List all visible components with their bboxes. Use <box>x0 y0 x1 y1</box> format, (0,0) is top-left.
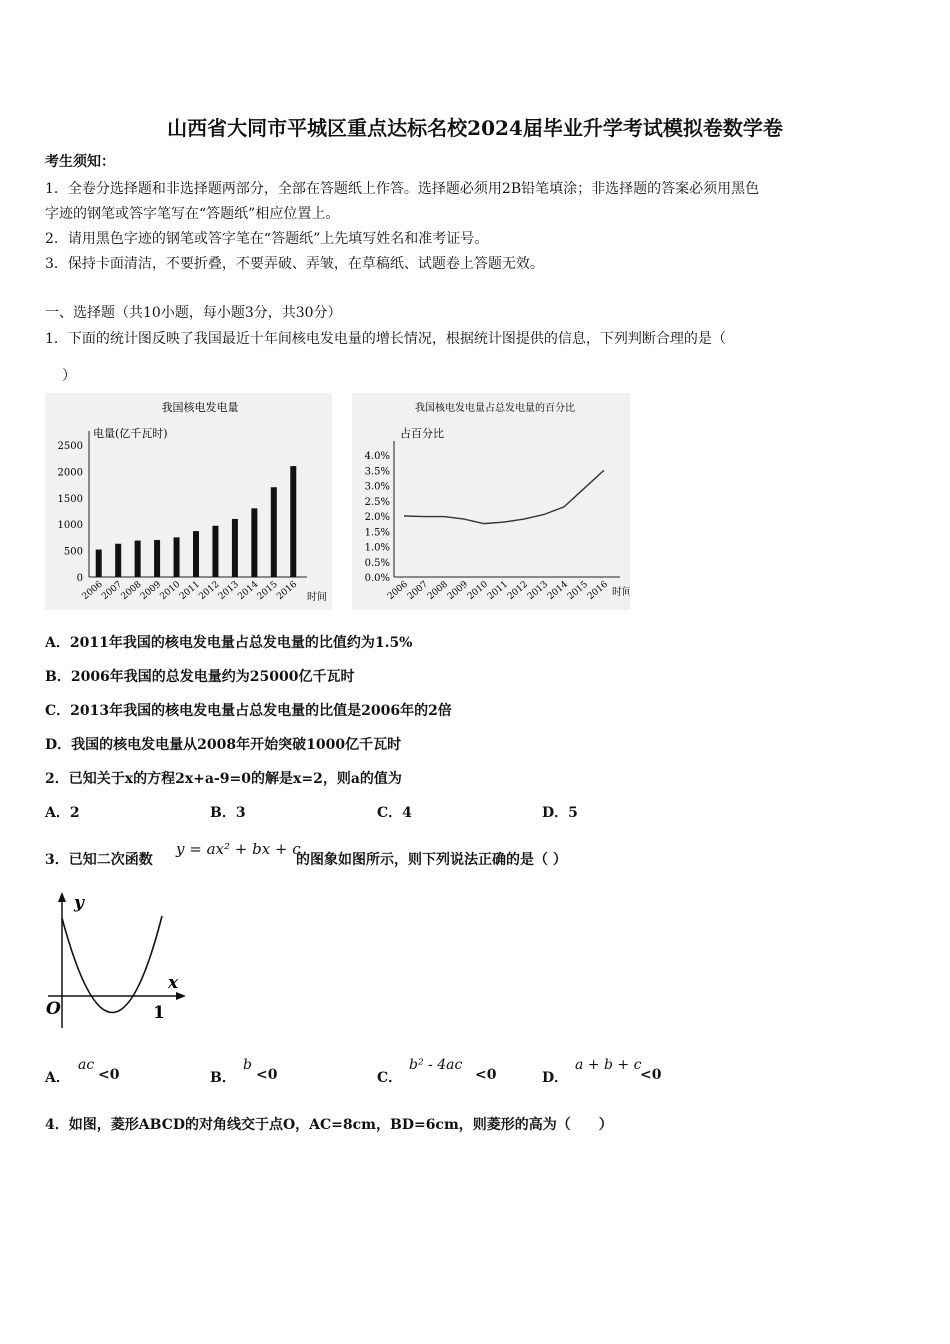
bar-chart-x-tick-label: 2015 <box>255 579 280 603</box>
line-chart-x-tick-label: 2015 <box>565 579 590 603</box>
line-chart-y-tick-label: 3.5% <box>364 466 390 478</box>
line-chart-y-tick-label: 2.0% <box>364 512 390 523</box>
bar-chart-x-tick-label: 2006 <box>80 579 105 603</box>
nuclear-power-bar-chart <box>45 393 332 610</box>
bar <box>154 540 160 577</box>
line-chart-x-tick-label: 2008 <box>425 579 450 603</box>
bar-chart-y-tick-label: 1000 <box>57 520 83 532</box>
question-3-option-c-math: b² - 4ac <box>409 1057 463 1073</box>
question-3-option-a-lt: <0 <box>98 1067 120 1083</box>
line-chart-x-tick-label: 2007 <box>405 579 430 603</box>
line-chart-y-tick-label: 3.0% <box>364 481 390 493</box>
bar-chart-x-tick-label: 2008 <box>119 579 144 603</box>
line-chart-title: 我国核电发电量占总发电量的百分比 <box>415 403 575 414</box>
line-chart-x-tick-label: 2009 <box>445 579 470 603</box>
line-chart-x-tick-label: 2014 <box>545 579 570 603</box>
bar-chart-svg <box>45 393 332 610</box>
bar <box>290 466 296 577</box>
parabola-graph <box>40 888 190 1038</box>
question-3-formula: y = ax² + bx + c <box>176 840 301 858</box>
question-1-option-d[interactable]: D．我国的核电发电量从2008年开始突破1000亿千瓦时 <box>45 737 402 753</box>
bar-chart-y-tick-label: 0 <box>76 573 83 584</box>
line-chart-svg <box>352 393 630 610</box>
question-1-option-c[interactable]: C．2013年我国的核电发电量占总发电量的比值是2006年的2倍 <box>45 703 452 719</box>
notice-heading: 考生须知： <box>45 154 115 170</box>
question-3-option-d-lt: <0 <box>640 1067 662 1083</box>
line-chart-y-tick-label: 0.5% <box>364 557 390 569</box>
line-chart-ylabel: 占百分比 <box>400 427 444 440</box>
question-1-stem-end: ） <box>62 368 76 384</box>
bar-chart-x-tick-label: 2009 <box>139 579 164 603</box>
line-chart-y-tick-label: 0.0% <box>364 573 390 584</box>
bar-chart-y-tick-label: 500 <box>63 546 83 558</box>
line-chart-x-tick-label: 2016 <box>585 579 610 603</box>
question-3-option-b-label[interactable]: B． <box>210 1070 236 1086</box>
question-2-option-b[interactable]: B．3 <box>210 805 246 821</box>
question-3-stem-pre: 3．已知二次函数 <box>45 852 153 868</box>
bar <box>251 508 257 577</box>
question-2-option-a[interactable]: A．2 <box>45 805 80 821</box>
question-3-option-b-lt: <0 <box>256 1067 278 1083</box>
notice-item-3: 3．保持卡面清洁，不要折叠，不要弄破、弄皱，在草稿纸、试题卷上答题无效。 <box>45 256 544 272</box>
bar-chart-axes <box>58 431 307 602</box>
bar-chart-title: 我国核电发电量 <box>161 401 239 414</box>
line-chart-x-tick-label: 2013 <box>525 579 550 603</box>
line-chart-x-tick-label: 2010 <box>465 579 490 603</box>
question-1-option-b[interactable]: B．2006年我国的总发电量约为25000亿千瓦时 <box>45 669 355 685</box>
parabola-curve <box>62 916 162 1013</box>
bar <box>232 519 238 577</box>
question-4-stem: 4．如图，菱形ABCD的对角线交于点O，AC=8cm，BD=6cm，则菱形的高为（ ） <box>45 1117 613 1133</box>
section-heading: 一、选择题（共10小题，每小题3分，共30分） <box>45 305 342 321</box>
line-chart-y-tick-label: 1.5% <box>364 527 390 539</box>
question-3-stem-post: 的图象如图所示，则下列说法正确的是（ ） <box>296 852 567 868</box>
line-chart-xlabel: 时间 <box>612 587 630 598</box>
graph-y-label: y <box>74 893 84 913</box>
question-3-option-a-label[interactable]: A． <box>45 1070 70 1086</box>
question-3-option-d-label[interactable]: D． <box>542 1070 569 1086</box>
question-3-option-c-label[interactable]: C． <box>377 1070 403 1086</box>
graph-origin-label: O <box>46 999 61 1019</box>
question-2-stem: 2．已知关于x的方程2x+a-9=0的解是x=2，则a的值为 <box>45 771 402 787</box>
line-chart-y-tick-label: 1.0% <box>364 542 390 554</box>
bar-chart-x-tick-label: 2016 <box>275 579 300 603</box>
bar-chart-y-tick-label: 1500 <box>57 493 83 505</box>
line-chart-y-tick-label: 4.0% <box>364 451 390 462</box>
notice-item-1-line-1: 1．全卷分选择题和非选择题两部分，全部在答题纸上作答。选择题必须用2B铅笔填涂；非选择题的答案必须用黑色 <box>45 181 760 197</box>
bar <box>212 526 218 577</box>
graph-x-label: x <box>168 973 179 993</box>
bar-chart-x-tick-label: 2011 <box>177 579 202 603</box>
question-1-option-a[interactable]: A．2011年我国的核电发电量占总发电量的比值约为1.5% <box>45 635 413 651</box>
notice-item-2: 2．请用黑色字迹的钢笔或答字笔在“答题纸”上先填写姓名和准考证号。 <box>45 231 489 247</box>
line-chart-x-tick-label: 2012 <box>505 579 530 603</box>
line-series <box>404 470 604 523</box>
line-chart-x-tick-label: 2011 <box>485 579 510 603</box>
question-3-option-b-math: b <box>243 1057 252 1073</box>
question-1-stem: 1．下面的统计图反映了我国最近十年间核电发电量的增长情况，根据统计图提供的信息，下列判断合理的是（ <box>45 331 726 347</box>
line-chart-series <box>404 470 604 523</box>
bar-chart-xlabel: 时间 <box>307 592 327 603</box>
question-2-option-c[interactable]: C．4 <box>377 805 412 821</box>
question-3-option-c-lt: <0 <box>475 1067 497 1083</box>
bar <box>115 544 121 577</box>
bar-chart-bars <box>96 466 297 577</box>
page-title: 山西省大同市平城区重点达标名校2024届毕业升学考试模拟卷数学卷 <box>167 116 783 140</box>
bar-chart-x-tick-label: 2013 <box>216 579 241 603</box>
bar-chart-y-tick-label: 2500 <box>57 441 83 452</box>
question-2-option-d[interactable]: D．5 <box>542 805 578 821</box>
bar-chart-y-tick-label: 2000 <box>57 467 83 479</box>
bar-chart-x-tick-label: 2012 <box>197 579 222 603</box>
line-chart-axes <box>365 441 630 602</box>
bar <box>174 537 180 577</box>
graph-one-label: 1 <box>153 1003 165 1023</box>
bar <box>96 550 102 577</box>
nuclear-share-line-chart <box>352 393 630 610</box>
bar-chart-x-tick-label: 2014 <box>236 579 261 603</box>
notice-item-1-line-2: 字迹的钢笔或答字笔写在“答题纸”相应位置上。 <box>45 206 340 222</box>
bar <box>135 541 141 577</box>
line-chart-y-tick-label: 2.5% <box>364 496 390 508</box>
question-3-option-a-math: ac <box>78 1057 95 1073</box>
bar <box>193 531 199 577</box>
bar <box>271 487 277 577</box>
question-3-option-d-math: a + b + c <box>575 1057 642 1073</box>
bar-chart-x-tick-label: 2007 <box>100 579 125 603</box>
bar-chart-ylabel: 电量(亿千瓦时) <box>93 427 168 440</box>
bar-chart-x-tick-label: 2010 <box>158 579 183 603</box>
x-axis-arrow-icon <box>176 992 186 1000</box>
line-chart-x-tick-label: 2006 <box>385 579 410 603</box>
y-axis-arrow-icon <box>58 892 66 902</box>
